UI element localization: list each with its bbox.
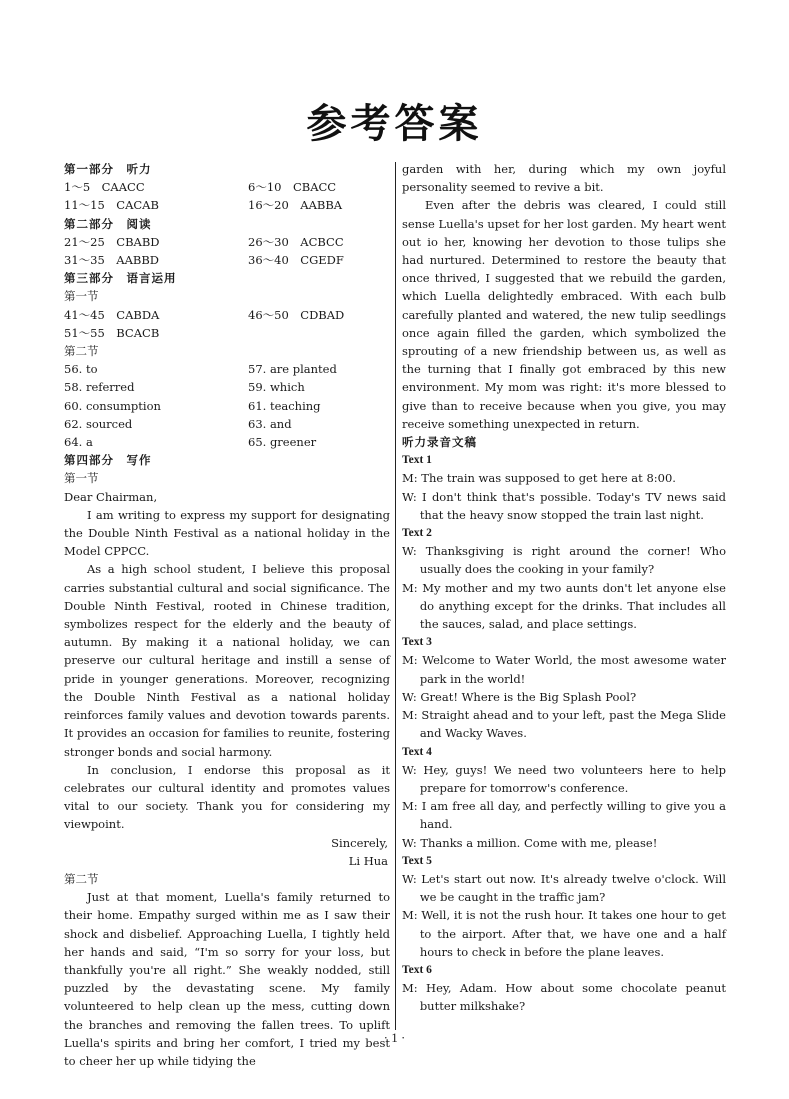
- dialogue-line: W: Thanksgiving is right around the corner! Who usually does the cooking in your family?: [402, 544, 726, 577]
- page-number: · 1 ·: [383, 1030, 406, 1045]
- section-label: 第二节: [64, 344, 99, 359]
- letter-paragraph: In conclusion, I endorse this proposal as it celebrates our cultural identity and promotes values vital to our society. Thank you for considering my viewpoint.: [64, 762, 390, 832]
- answer-cell: 46～50 CDBAD: [248, 307, 345, 322]
- letter-salutation: Dear Chairman,: [64, 489, 158, 504]
- right-column: [402, 160, 726, 1016]
- dialogue-line: W: Let's start out now. It's already twelve o'clock. Will we be caught in the traffic jam?: [402, 871, 726, 905]
- dialogue-line: W: Hey, guys! We need two volunteers here to help prepare for tomorrow's conference.: [402, 762, 726, 795]
- letter-signature: Li Hua: [348, 853, 388, 868]
- letter-paragraph: I am writing to express my support for designating the Double Ninth Festival as a national holiday in the Model CPPCC.: [64, 507, 390, 559]
- answer-row: [64, 306, 390, 324]
- column-divider: [395, 162, 396, 1030]
- answer-row: [64, 360, 390, 378]
- text-label: Text 2: [402, 527, 432, 540]
- dialogue-line: W: Thanks a million. Come with me, please!: [402, 835, 658, 850]
- dialogue-line: M: Hey, Adam. How about some chocolate peanut butter milkshake?: [402, 981, 726, 1014]
- part4-heading: 第四部分 写作: [64, 453, 152, 468]
- answer-cell: 63. and: [248, 416, 292, 431]
- page-title: 参考答案: [306, 101, 483, 147]
- answer-row: [64, 433, 390, 451]
- dialogue-line: M: Straight ahead and to your left, past the Mega Slide and Wacky Waves.: [402, 708, 726, 741]
- dialogue-line: M: I am free all day, and perfectly willing to give you a hand.: [402, 799, 726, 832]
- dialogue-line: M: My mother and my two aunts don't let anyone else do anything except for the drinks. That includes all the sauces, salad, and place settings.: [402, 580, 726, 632]
- text-label: Text 1: [402, 454, 432, 467]
- answer-row: [64, 178, 390, 196]
- answer-cell: 60. consumption: [64, 398, 161, 413]
- dialogue-line: M: Welcome to Water World, the most awesome water park in the world!: [402, 653, 726, 686]
- answer-cell: 16～20 AABBA: [248, 198, 343, 213]
- dialogue-line: W: I don't think that's possible. Today's TV news said that the heavy snow stopped the train last night.: [402, 489, 726, 522]
- section-label: 第一节: [64, 289, 99, 304]
- part3-heading: 第三部分 语言运用: [64, 271, 177, 286]
- letter-closing: Sincerely,: [331, 835, 388, 850]
- text-label: Text 3: [402, 636, 432, 649]
- answer-row: [64, 324, 390, 342]
- answer-cell: 1～5 CAACC: [64, 180, 145, 195]
- answer-cell: 58. referred: [64, 380, 135, 395]
- letter-paragraph: As a high school student, I believe this proposal carries substantial cultural and social significance. The Double Ninth Festival, rooted in Chinese tradition, symbolizes respect for the elderly and the beauty of autumn. By making it a national holiday, we can preserve our cultural heritage and instill a sense of pride in younger generations. Moreover, recognizing the Double Ninth Festival as a national holiday reinforces family values and devotion towards parents. It provides an occasion for families to reunite, fostering stronger bonds and social harmony.: [64, 562, 390, 759]
- answer-cell: 41～45 CABDA: [64, 307, 160, 322]
- text-label: Text 6: [402, 963, 432, 976]
- answer-cell: 11～15 CACAB: [64, 198, 159, 213]
- answer-cell: 57. are planted: [248, 362, 337, 377]
- answer-row: [64, 415, 390, 433]
- left-column: [64, 160, 390, 1070]
- answer-cell: 31～35 AABBD: [64, 253, 159, 268]
- story-paragraph: Just at that moment, Luella's family returned to their home. Empathy surged within me as I saw their shock and disbelief. Approaching Luella, I tightly held her hands and said, “I'm so sorry for your loss, but thankfully you're all right.” She weakly nodded, still puzzled by the devastating scene. My family volunteered to help clean up the mess, cutting down the branches and removing the fallen trees. To uplift Luella's spirits and bring her comfort, I tried my best to cheer her up while tidying the: [64, 890, 390, 1068]
- story-paragraph: Even after the debris was cleared, I could still sense Luella's upset for her lost garden. My heart went out io her, knowing her devotion to those tulips she had nurtured. Determined to restore the beauty that once thrived, I suggested that we rebuild the garden, which Luella delightedly embraced. With each bulb carefully planted and watered, the new tulip seedlings once again filled the garden, which symbolized the sprouting of a new friendship between us, as well as the turning that I finally got embraced by this new environment. My mom was right: it's more blessed to give than to receive because when you give, you may receive something unexpected in return.: [402, 198, 726, 431]
- answer-row: [64, 251, 390, 269]
- answer-cell: 36～40 CGEDF: [248, 253, 344, 268]
- answer-cell: 61. teaching: [248, 398, 321, 413]
- answer-cell: 6～10 CBACC: [248, 180, 337, 195]
- story-continuation: garden with her, during which my own joyful personality seemed to revive a bit.: [402, 162, 726, 195]
- part1-heading: 第一部分 听力: [64, 162, 152, 176]
- answer-cell: 51～55 BCACB: [64, 325, 160, 340]
- text-label: Text 5: [402, 854, 432, 867]
- answer-cell: 65. greener: [248, 435, 317, 450]
- answer-cell: 56. to: [64, 362, 98, 377]
- answer-cell: 59. which: [248, 380, 305, 395]
- answer-cell: 26～30 ACBCC: [248, 234, 344, 249]
- answer-row: [64, 378, 390, 396]
- answer-cell: 64. a: [64, 435, 93, 450]
- answer-row: [64, 233, 390, 251]
- answer-cell: 21～25 CBABD: [64, 234, 160, 249]
- dialogue-line: M: Well, it is not the rush hour. It takes one hour to get to the airport. After that, we have one and a half hours to check in before the plane leaves.: [402, 908, 726, 959]
- section-label: 第二节: [64, 871, 99, 886]
- dialogue-line: W: Great! Where is the Big Splash Pool?: [402, 689, 637, 704]
- answer-row: [64, 196, 390, 214]
- answer-cell: 62. sourced: [64, 416, 133, 431]
- text-label: Text 4: [402, 745, 432, 758]
- transcript-heading: 听力录音文稿: [402, 435, 477, 450]
- part2-heading: 第二部分 阅读: [64, 216, 152, 231]
- section-label: 第一节: [64, 471, 99, 486]
- dialogue-line: M: The train was supposed to get here at 8:00.: [402, 471, 676, 486]
- answer-row: [64, 397, 390, 415]
